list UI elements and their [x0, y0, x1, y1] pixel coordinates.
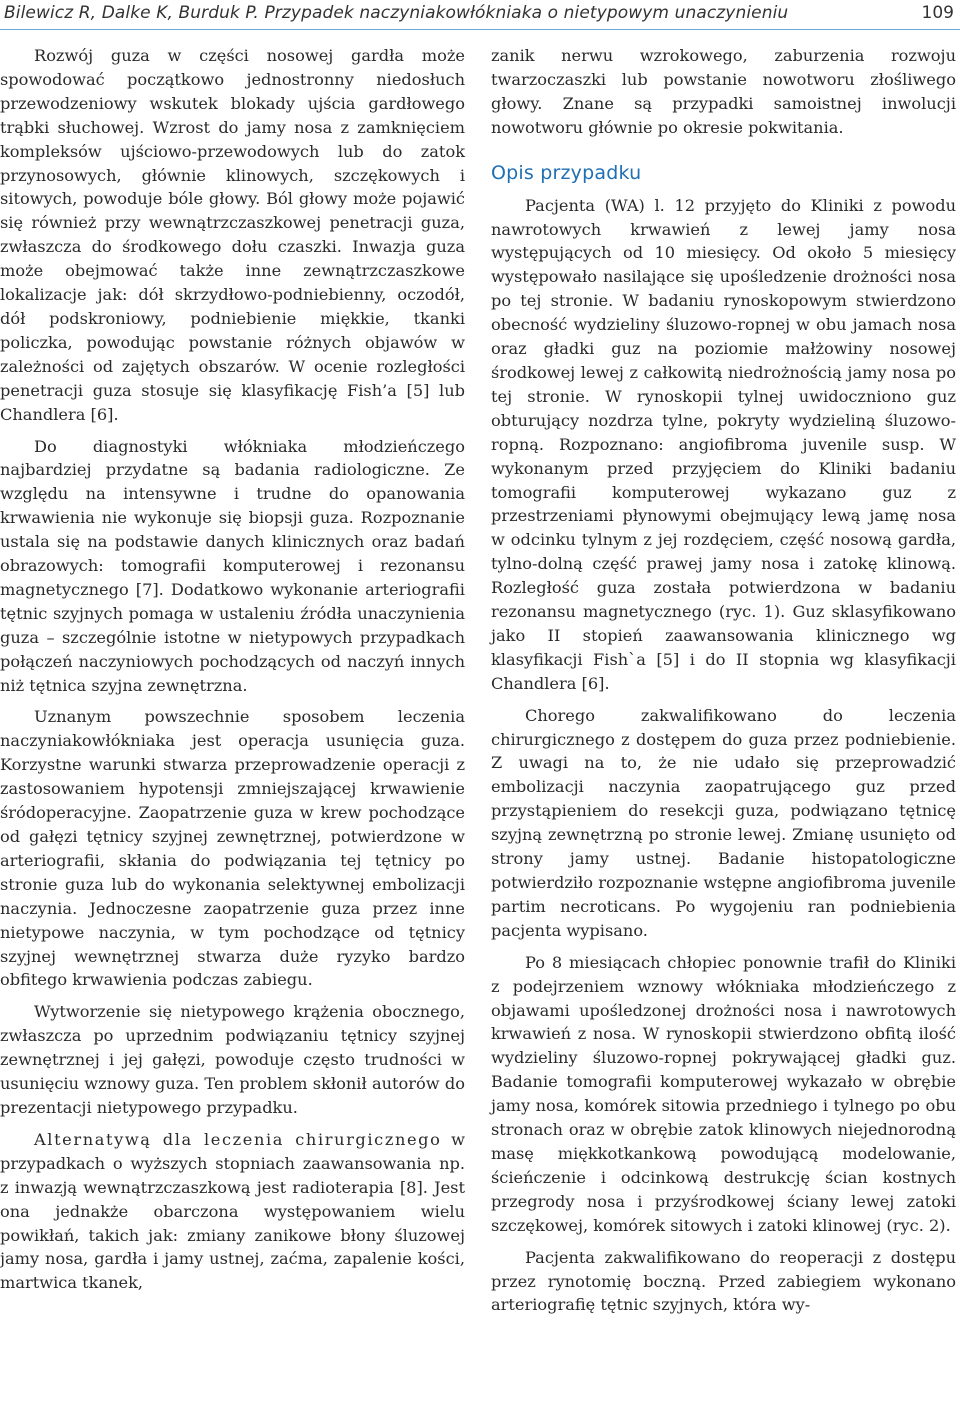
paragraph-continuation: zanik nerwu wzrokowego, zaburzenia rozwoju twarzoczaszki lub powstanie nowotworu złośliwego głowy. Znane są przypadki samoistnej inwolucji nowotworu głównie po okresie pokwitania.: [491, 46, 956, 137]
paragraph-treatment: Uznanym powszechnie sposobem leczenia naczyniakowłókniaka jest operacja usunięcia guza. Korzystne warunki stwarza przeprowadzenie operacji z zastosowaniem hypotensji zmniejszającej krwawienie śródoperacyjne. Zaopatrzenie guza w krew pochodzące od gałęzi tętnicy szyjnej zewnętrznej, potwierdzone w arteriografii, skłania do podwiązania tej tętnicy po stronie guza lub do wykonania selektywnej embolizacji naczynia. Jednoczesne zaopatrzenie guza przez inne nietypowe naczynia, w tym pochodzące od tętnicy szyjnej wewnętrznej stwarza duże ryzyko bardzo obfitego krwawienia podczas zabiegu.: [0, 707, 465, 990]
section-heading-case-description: Opis przypadku: [491, 161, 642, 184]
running-header: [0, 0, 960, 30]
paragraph-reoperation: Pacjenta zakwalifikowano do reoperacji z dostępu przez rynotomię boczną. Przed zabiegiem wykonano arteriografię tętnic szyjnych, która wy-: [491, 1247, 956, 1315]
radiotherapy-lead: Alternatywą dla leczenia chirurgicznego: [34, 1129, 442, 1149]
paragraph-radiotherapy: [0, 1128, 465, 1295]
page-number: 109: [921, 3, 954, 23]
paragraph-surgery: Chorego zakwalifikowano do leczenia chirurgicznego z dostępem do guza przez podniebienie. Z uwagi na to, że nie udało się przeprowadzić embolizacji naczynia zaopatrującego guz przed przystąpieniem do resekcji guza, podwiązano tętnicę szyjną zewnętrzną po stronie lewej. Zmianę usunięto od strony jamy ustnej. Badanie histopatologiczne potwierdziło rozpoznanie wstępne angiofibroma juvenile partim necroticans. Po wygojeniu ran podniebienia pacjenta wypisano.: [491, 705, 956, 940]
paragraph-case-admission: Pacjenta (WA) l. 12 przyjęto do Kliniki z powodu nawrotowych krwawień z lewej jamy nosa występujących od 10 miesięcy. Od około 5 miesięcy występowało nasilające się upośledzenie drożności nosa po tej stronie. W badaniu rynoskopowym stwierdzono obecność wydzieliny śluzowo-ropnej w obu jamach nosa oraz gładki guz na poziomie małżowiny nosowej środkowej lewej z całkowitą niedrożnością jamy nosa po tej stronie. W rynoskopii tylnej uwidoczniono guz obturujący nozdrza tylne, pokryty wydzieliną śluzowo-ropną. Rozpoznano: angiofibroma juvenile susp. W wykonanym przed przyjęciem do Kliniki badaniu tomografii komputerowej wykazano guz z przestrzeniami płynowymi obejmujący lewą jamę nosa w odcinku tylnym z jej rozdęciem, część nosową gardła, tylno-dolną część prawej jamy nosa i zatokę klinową. Rozległość guza została potwierdzona w badaniu rezonansu magnetycznego (ryc. 1). Guz sklasyfikowano jako II stopień zaawansowania klinicznego wg klasyfikacji Fish`a [5] i do II stopnia wg klasyfikacji Chandlera [6].: [491, 195, 956, 693]
running-title: Bilewicz R, Dalke K, Burduk P. Przypadek naczyniakowłókniaka o nietypowym unaczynieniu: [4, 3, 789, 23]
paragraph-collateral-circulation: Wytworzenie się nietypowego krążenia obocznego, zwłaszcza po uprzednim podwiązaniu tętnicy szyjnej zewnętrznej i jej gałęzi, powoduje często trudności w usunięciu wznowy guza. Ten problem skłonił autorów do prezentacji nietypowego przypadku.: [0, 1002, 465, 1117]
radiotherapy-rest: w przypadkach o wyższych stopniach zaawansowania np. z inwazją wewnątrzczaszkową jest radioterapia [8]. Jest ona jednakże obarczona występowaniem wielu powikłań, takich jak: zmiany zanikowe błony śluzowej jamy nosa, gardła i jamy ustnej, zaćma, zapalenie kości, martwica tkanek,: [0, 1129, 465, 1293]
paragraph-diagnostics: Do diagnostyki włókniaka młodzieńczego najbardziej przydatne są badania radiologiczne. Ze względu na intensywne i trudne do opanowania krwawienia nie wykonuje się biopsji guza. Rozpoznanie ustala się na podstawie danych klinicznych oraz badań obrazowych: tomografii komputerowej i rezonansu magnetycznego [7]. Dodatkowo wykonanie arteriografii tętnic szyjnych pomaga w ustaleniu źródła unaczynienia guza – szczególnie istotne w nietypowych przypadkach połączeń naczyniowych pochodzących od naczyń innych niż tętnica szyjna zewnętrzna.: [0, 436, 465, 695]
left-column: [0, 44, 465, 1295]
right-column: [491, 44, 956, 1317]
paragraph-symptoms: Rozwój guza w części nosowej gardła może spowodować początkowo jednostronny niedosłuch przewodzeniowy wskutek blokady ujścia gardłowego trąbki słuchowej. Wzrost do jamy nosa z zamknięciem kompleksów ujściowo-przewodowych lub do zatok przynosowych, głównie klinowych, szczękowych i sitowych, powoduje bóle głowy. Ból głowy może pojawić się również przy wewnątrzczaszkowej penetracji guza, zwłaszcza do środkowego dołu czaszki. Inwazja guza może obejmować także inne zewnątrzczaszkowe lokalizacje jak: dół skrzydłowo-podniebienny, oczodół, dół podskroniowy, podniebienie miękkie, tkanki policzka, powodując powstanie różnych objawów w zależności od zajętych obszarów. W ocenie rozległości penetracji guza stosuje się klasyfikację Fish’a [5] lub Chandlera [6].: [0, 46, 465, 424]
paragraph-recurrence: Po 8 miesiącach chłopiec ponownie trafił do Kliniki z podejrzeniem wznowy włókniaka młodzieńczego z objawami upośledzonej drożności nosa i nawrotowych krwawień z nosa. W rynoskopii stwierdzono obfitą ilość wydzieliny śluzowo-ropnej pokrywającej gładki guz. Badanie tomografii komputerowej wykazało w obrębie jamy nosa, komórek sitowia przedniego i tylnego po obu stronach oraz w obrębie zatok klinowych niejednorodną masę miękkotkankową powodującą modelowanie, ścieńczenie i odcinkową destrukcję ścian kostnych przegrody nosa i przyśrodkowej ściany lewej zatoki szczękowej, komórek sitowych i zatoki klinowej (ryc. 2).: [491, 952, 956, 1235]
